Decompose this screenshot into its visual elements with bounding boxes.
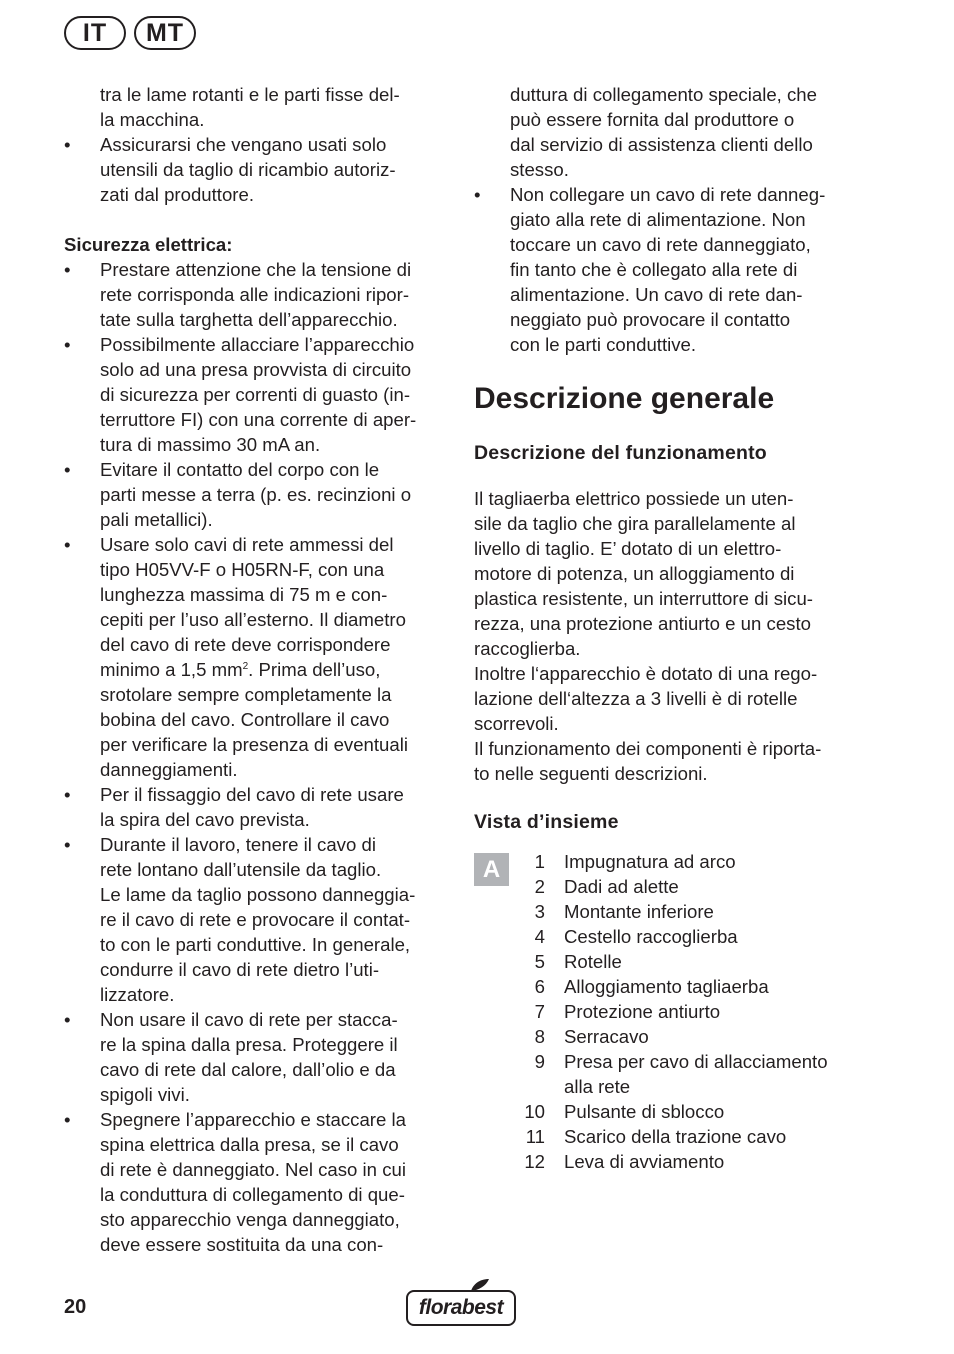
continued-text: [474, 82, 866, 182]
text-line: toccare un cavo di rete danneggiato,: [510, 234, 811, 255]
text-line: solo ad una presa provvista di circuito: [100, 359, 412, 380]
text-line: condurre il cavo di rete dietro l’uti-: [100, 959, 380, 980]
lang-badge-it: IT: [64, 16, 126, 50]
part-label: Dadi ad alette: [564, 876, 679, 897]
text-line: dal servizio di assistenza clienti dello: [510, 134, 813, 155]
text-line: lazione dell‘altezza a 3 livelli è di rotelle: [474, 688, 798, 709]
text-line: neggiato può provocare il contatto: [510, 309, 791, 330]
text-line: Il funzionamento dei componenti è riporta-: [474, 738, 822, 759]
text-line: Spegnere l’apparecchio e staccare la: [100, 1109, 406, 1130]
bullet-item: [64, 1107, 450, 1257]
list-item: [474, 899, 866, 924]
part-label: Protezione antiurto: [564, 1001, 721, 1022]
function-paragraph: [474, 486, 866, 786]
part-label: Impugnatura ad arco: [564, 851, 736, 872]
list-item: [474, 924, 866, 949]
part-number: 11: [525, 1126, 545, 1147]
section-title: Descrizione generale: [474, 382, 775, 415]
text-line: Il tagliaerba elettrico possiede un uten-: [474, 488, 794, 509]
text-line: utensili da taglio di ricambio autoriz-: [100, 159, 396, 180]
text-line: danneggiamenti.: [100, 759, 238, 780]
part-label: alla rete: [564, 1076, 631, 1097]
text-line: cepiti per l’uso all’esterno. Il diametro: [100, 609, 406, 630]
part-label: Serracavo: [564, 1026, 649, 1047]
superscript: 2: [242, 660, 249, 672]
part-number: 9: [534, 1051, 545, 1072]
text-line: motore di potenza, un alloggiamento di: [474, 563, 795, 584]
text-line: to nelle seguenti descrizioni.: [474, 763, 708, 784]
bullet-dot: •: [64, 334, 71, 355]
lang-badge-mt: MT: [134, 16, 196, 50]
part-label: Pulsante di sblocco: [564, 1101, 725, 1122]
text-line: fin tanto che è collegato alla rete di: [510, 259, 798, 280]
text-line: [100, 657, 450, 682]
text-line: Possibilmente allacciare l’apparecchio: [100, 334, 415, 355]
overview-heading: Vista d’insieme: [474, 811, 619, 833]
bullet-item: [64, 782, 450, 832]
text-line: lizzatore.: [100, 984, 175, 1005]
list-item: [474, 1099, 866, 1124]
figure-a-badge: A: [474, 853, 509, 886]
text-line: parti messe a terra (p. es. recinzioni o: [100, 484, 412, 505]
parts-list: [474, 849, 866, 1174]
text-line: sto apparecchio venga danneggiato,: [100, 1209, 400, 1230]
list-item: [474, 1049, 866, 1099]
text-line: Durante il lavoro, tenere il cavo di: [100, 834, 376, 855]
text-line: deve essere sostituita da una con-: [100, 1234, 384, 1255]
part-number: 8: [534, 1026, 545, 1047]
text-line: stesso.: [510, 159, 569, 180]
bullet-item: [64, 332, 450, 457]
text-line: spigoli vivi.: [100, 1084, 190, 1105]
text-line: plastica resistente, un interruttore di sicu-: [474, 588, 813, 609]
text-line: raccoglierba.: [474, 638, 581, 659]
text-line: tura di massimo 30 mA an.: [100, 434, 321, 455]
text-line: livello di taglio. E’ dotato di un elettro-: [474, 538, 782, 559]
bullet-dot: •: [64, 834, 71, 855]
bullet-dot: •: [64, 459, 71, 480]
text-line: può essere fornita dal produttore o: [510, 109, 795, 130]
text-line: la conduttura di collegamento di que-: [100, 1184, 405, 1205]
part-number: 2: [534, 876, 545, 897]
list-item: [474, 1124, 866, 1149]
text-line: duttura di collegamento speciale, che: [510, 84, 817, 105]
part-label: Alloggiamento tagliaerba: [564, 976, 769, 997]
text-line: rezza, una protezione antiurto e un cesto: [474, 613, 811, 634]
list-item: [474, 999, 866, 1024]
part-number: 3: [534, 901, 545, 922]
text-line: bobina del cavo. Controllare il cavo: [100, 709, 390, 730]
text-line: re il cavo di rete e provocare il contat-: [100, 909, 411, 930]
bullet-dot: •: [64, 784, 71, 805]
text-line: rete corrisponda alle indicazioni ripor-: [100, 284, 410, 305]
text-line: di rete è danneggiato. Nel caso in cui: [100, 1159, 406, 1180]
part-label: Montante inferiore: [564, 901, 714, 922]
bullet-dot: •: [64, 134, 71, 155]
bullet-item: [64, 257, 450, 332]
text-line: la spira del cavo prevista.: [100, 809, 310, 830]
text-line: per verificare la presenza di eventuali: [100, 734, 408, 755]
page-number: 20: [64, 1296, 87, 1318]
text-fragment: minimo a 1,5 mm: [100, 659, 243, 680]
part-number: 6: [534, 976, 545, 997]
list-item: [474, 974, 866, 999]
bullet-item: [64, 132, 450, 207]
part-number: 12: [524, 1151, 545, 1172]
brand-logo: florabest: [406, 1290, 516, 1326]
text-line: Usare solo cavi di rete ammessi del: [100, 534, 394, 555]
text-line: tra le lame rotanti e le parti fisse del-: [100, 84, 400, 105]
text-line: del cavo di rete deve corrispondere: [100, 634, 391, 655]
part-number: 4: [534, 926, 545, 947]
text-line: Per il fissaggio del cavo di rete usare: [100, 784, 404, 805]
part-label: Presa per cavo di allacciamento: [564, 1051, 828, 1072]
continued-text: [64, 82, 450, 132]
bullet-dot: •: [474, 184, 481, 205]
part-number: 7: [534, 1001, 545, 1022]
text-line: giato alla rete di alimentazione. Non: [510, 209, 806, 230]
text-line: Inoltre l‘apparecchio è dotato di una rego-: [474, 663, 818, 684]
bullet-item: [64, 457, 450, 532]
part-label: Cestello raccoglierba: [564, 926, 738, 947]
function-heading: Descrizione del funzionamento: [474, 442, 767, 464]
electrical-safety-heading: Sicurezza elettrica:: [64, 234, 233, 255]
list-item: [474, 874, 866, 899]
bullet-item: [64, 832, 450, 1007]
text-line: lunghezza massima di 75 m e con-: [100, 584, 388, 605]
bullet-dot: •: [64, 1009, 71, 1030]
list-item: [474, 949, 866, 974]
text-line: di sicurezza per correnti di guasto (in-: [100, 384, 411, 405]
part-number: 5: [534, 951, 545, 972]
list-item: [474, 849, 866, 874]
text-line: con le parti conduttive.: [510, 334, 697, 355]
bullet-dot: •: [64, 534, 71, 555]
text-line: tate sulla targhetta dell’apparecchio.: [100, 309, 398, 330]
bullet-dot: •: [64, 259, 71, 280]
part-label: Leva di avviamento: [564, 1151, 725, 1172]
text-line: Assicurarsi che vengano usati solo: [100, 134, 387, 155]
language-badges: [64, 16, 196, 50]
left-column: [64, 82, 450, 1257]
part-label: Scarico della trazione cavo: [564, 1126, 787, 1147]
text-line: Non usare il cavo di rete per stacca-: [100, 1009, 398, 1030]
text-line: scorrevoli.: [474, 713, 559, 734]
bullet-item: [64, 1007, 450, 1107]
text-line: srotolare sempre completamente la: [100, 684, 392, 705]
text-line: zati dal produttore.: [100, 184, 255, 205]
text-line: pali metallici).: [100, 509, 213, 530]
text-line: tipo H05VV-F o H05RN-F, con una: [100, 559, 385, 580]
text-line: re la spina dalla presa. Proteggere il: [100, 1034, 398, 1055]
list-item: [474, 1149, 866, 1174]
bullet-dot: •: [64, 1109, 71, 1130]
part-label: Rotelle: [564, 951, 622, 972]
text-line: rete lontano dall’utensile da taglio.: [100, 859, 382, 880]
text-line: Prestare attenzione che la tensione di: [100, 259, 412, 280]
text-line: la macchina.: [100, 109, 205, 130]
list-item: [474, 1024, 866, 1049]
text-line: terruttore FI) con una corrente di aper-: [100, 409, 417, 430]
right-column: [474, 82, 866, 1174]
text-line: spina elettrica dalla presa, se il cavo: [100, 1134, 399, 1155]
part-number: 1: [534, 851, 545, 872]
part-number: 10: [524, 1101, 545, 1122]
text-line: Evitare il contatto del corpo con le: [100, 459, 380, 480]
bullet-item: [474, 182, 866, 357]
text-line: Non collegare un cavo di rete danneg-: [510, 184, 826, 205]
text-line: to con le parti conduttive. In generale,: [100, 934, 411, 955]
text-line: sile da taglio che gira parallelamente al: [474, 513, 796, 534]
text-line: Le lame da taglio possono danneggia-: [100, 884, 416, 905]
text-line: alimentazione. Un cavo di rete dan-: [510, 284, 803, 305]
bullet-item-cable: [64, 532, 450, 782]
text-line: cavo di rete dal calore, dall’olio e da: [100, 1059, 396, 1080]
text-fragment: . Prima dell’uso,: [248, 659, 381, 680]
